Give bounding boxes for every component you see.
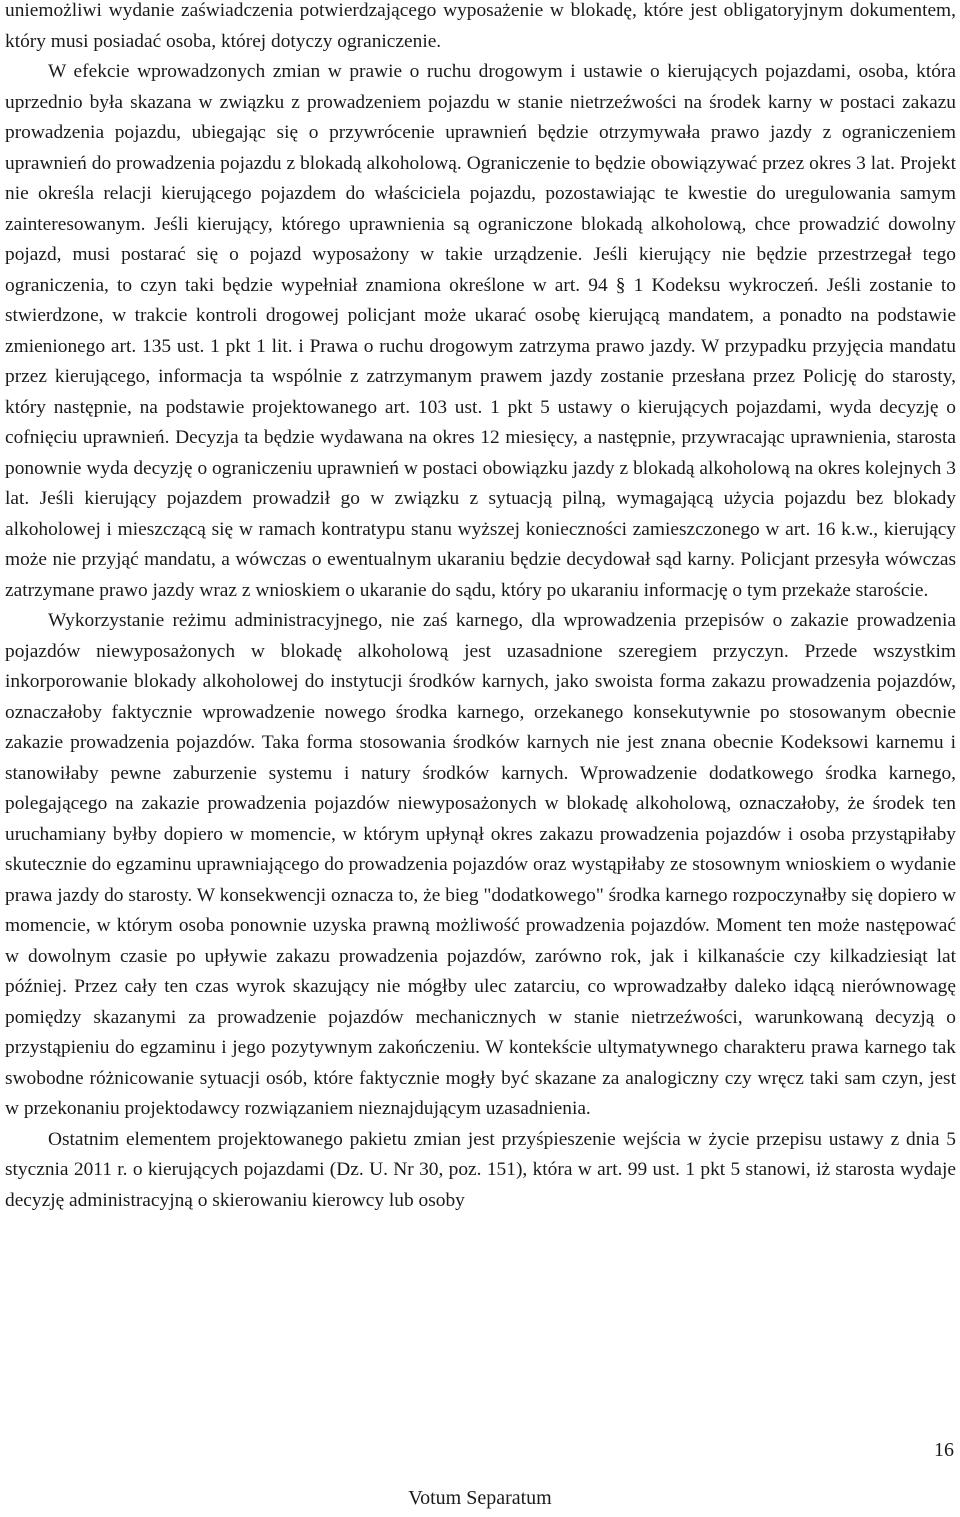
paragraph-administrative-regime: Wykorzystanie reżimu administracyjnego, nie zaś karnego, dla wprowadzenia przepisów o zakazie prowadzenia pojazdów niewyposażonych w blokadę alkoholową jest uzasadnione szeregiem przyczyn. Przede wszystkim inkorporowanie blokady alkoholowej do instytucji środków karnych, jako swoista forma zakazu prowadzenia pojazdów, oznaczałoby faktycznie wprowadzenie nowego środka karnego, orzekanego konsekutywnie po stosowanym obecnie zakazie prowadzenia pojazdów. Taka forma stosowania środków karnych nie jest znana obecnie Kodeksowi karnemu i stanowiłaby pewne zaburzenie systemu i natury środków karnych. Wprowadzenie dodatkowego środka karnego, polegającego na zakazie prowadzenia pojazdów niewyposażonych w blokadę alkoholową, oznaczałoby, że środek ten uruchamiany byłby dopiero w momencie, w którym upłynął okres zakazu prowadzenia pojazdów i osoba przystąpiłaby skutecznie do egzaminu uprawniającego do prowadzenia pojazdów oraz wystąpiłaby ze stosownym wnioskiem o wydanie prawa jazdy do starosty. W konsekwencji oznacza to, że bieg "dodatkowego" środka karnego rozpoczynałby się dopiero w momencie, w którym osoba ponownie uzyska prawną możliwość prowadzenia pojazdów. Moment ten może następować w dowolnym czasie po upływie zakazu prowadzenia pojazdów, zarówno rok, jak i kilkanaście czy kilkadziesiąt lat później. Przez cały ten czas wyrok skazujący nie mógłby ulec zatarciu, co wprowadzałby daleko idącą nierównowagę pomiędzy skazanymi za prowadzenie pojazdów mechanicznych w stanie nietrzeźwości, warunkowaną decyzją o przystąpieniu do egzaminu i jego pozytywnym zakończeniu. W kontekście ultymatywnego charakteru prawa karnego tak swobodne różnicowanie sytuacji osób, które faktycznie mogły być skazane za analogiczny czy wręcz taki sam czyn, jest w przekonaniu projektodawcy rozwiązaniem nieznajdującym uzasadnienia. bbox=[5, 610, 956, 1119]
paragraph-final-element: Ostatnim elementem projektowanego pakietu zmian jest przyśpieszenie wejścia w życie przepisu ustawy z dnia 5 stycznia 2011 r. o kierujących pojazdami (Dz. U. Nr 30, poz. 151), która w art. 99 ust. 1 pkt 5 stanowi, iż starosta wydaje decyzję administracyjną o skierowaniu kierowcy lub osoby bbox=[5, 1128, 956, 1211]
document-body bbox=[5, 0, 956, 1216]
page-number: 16 bbox=[934, 1439, 954, 1461]
paragraph-alcohol-lock-restriction: W efekcie wprowadzonych zmian w prawie o ruchu drogowym i ustawie o kierujących pojazdami, osoba, która uprzednio była skazana w związku z prowadzeniem pojazdu w stanie nietrzeźwości na środek karny w postaci zakazu prowadzenia pojazdu, ubiegając się o przywrócenie uprawnień będzie otrzymywała prawo jazdy z ograniczeniem uprawnień do prowadzenia pojazdu z blokadą alkoholową. Ograniczenie to będzie obowiązywać przez okres 3 lat. Projekt nie określa relacji kierującego pojazdem do właściciela pojazdu, pozostawiając te kwestie do uregulowania samym zainteresowanym. Jeśli kierujący, którego uprawnienia są ograniczone blokadą alkoholową, chce prowadzić dowolny pojazd, musi postarać się o pojazd wyposażony w takie urządzenie. Jeśli kierujący nie będzie przestrzegał tego ograniczenia, to czyn taki będzie wypełniał znamiona określone w art. 94 § 1 Kodeksu wykroczeń. Jeśli zostanie to stwierdzone, w trakcie kontroli drogowej policjant może ukarać osobę kierującą mandatem, a ponadto na podstawie zmienionego art. 135 ust. 1 pkt 1 lit. i Prawa o ruchu drogowym zatrzyma prawo jazdy. W przypadku przyjęcia mandatu przez kierującego, informacja ta wspólnie z zatrzymanym prawem jazdy zostanie przesłana przez Policję do starosty, który następnie, na podstawie projektowanego art. 103 ust. 1 pkt 5 ustawy o kierujących pojazdami, wyda decyzję o cofnięciu uprawnień. Decyzja ta będzie wydawana na okres 12 miesięcy, a następnie, przywracając uprawnienia, starosta ponownie wyda decyzję o ograniczeniu uprawnień w postaci obowiązku jazdy z blokadą alkoholową na okres kolejnych 3 lat. Jeśli kierujący pojazdem prowadził go w związku z sytuacją pilną, wymagającą użycia pojazdu bez blokady alkoholowej i mieszczącą się w ramach kontratypu stanu wyższej konieczności zamieszczonego w art. 16 k.w., kierujący może nie przyjąć mandatu, a wówczas o ewentualnym ukaraniu będzie decydował sąd karny. Policjant przesyła wówczas zatrzymane prawo jazdy wraz z wnioskiem o ukaranie do sądu, który po ukaraniu informację o tym przekaże staroście. bbox=[5, 61, 956, 601]
page-footer: Votum Separatum bbox=[408, 1487, 552, 1509]
paragraph-continuation: uniemożliwi wydanie zaświadczenia potwierdzającego wyposażenie w blokadę, które jest obligatoryjnym dokumentem, który musi posiadać osoba, której dotyczy ograniczenie. bbox=[5, 0, 956, 52]
